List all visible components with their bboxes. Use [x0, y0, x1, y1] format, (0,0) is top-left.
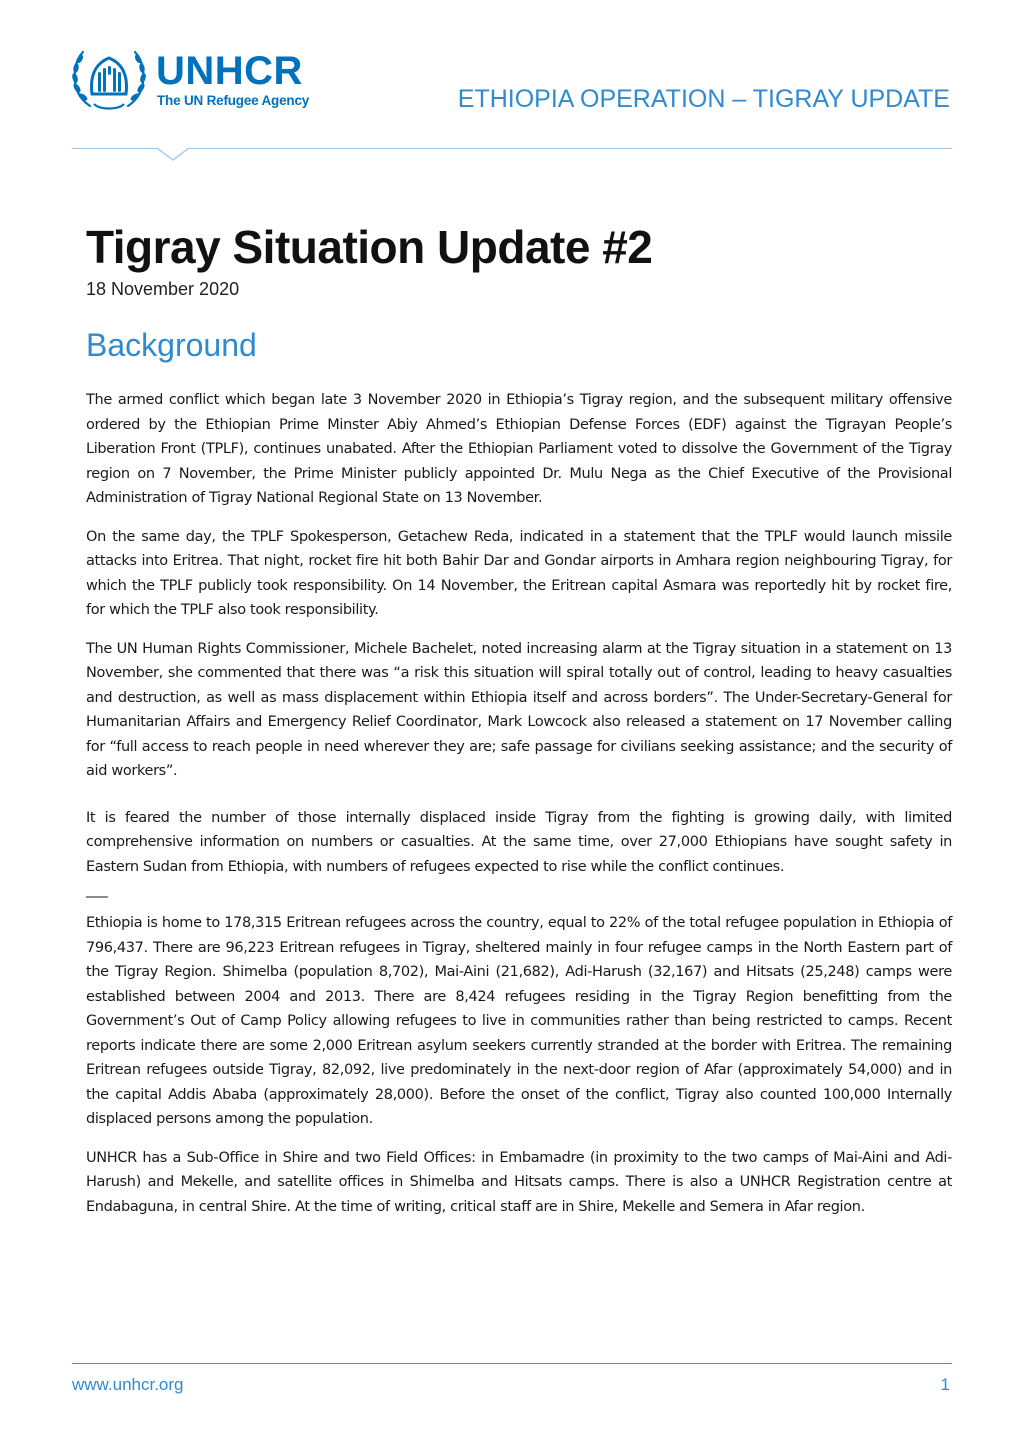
unhcr-logo	[70, 48, 350, 114]
paragraph: It is feared the number of those internally displaced inside Tigray from the fighting is growing daily, with limited comprehensive information on numbers or casualties. At the same time, over 27,000 Ethiopians have sought safety in Eastern Sudan from Ethiopia, with numbers of refugees expected to rise while the conflict continues.	[86, 809, 952, 875]
logo-wordmark: UNHCR	[156, 49, 303, 93]
operation-title: ETHIOPIA OPERATION – TIGRAY UPDATE	[457, 85, 950, 113]
paragraph: On the same day, the TPLF Spokesperson, Getachew Reda, indicated in a statement that the TPLF would launch missile attacks into Eritrea. That night, rocket fire hit both Bahir Dar and Gondar airports in Amhara region neighbouring Tigray, for which the TPLF publicly took responsibility. On 14 November, the Eritrean capital Asmara was reportedly hit by rocket fire, for which the TPLF also took responsibility.	[86, 528, 952, 618]
page-number: 1	[940, 1375, 950, 1394]
document-body	[86, 220, 952, 1219]
footer-divider	[72, 1363, 952, 1364]
paragraph: The armed conflict which began late 3 November 2020 in Ethiopia’s Tigray region, and the subsequent military offensive ordered by the Ethiopian Prime Minster Abiy Ahmed’s Ethiopian Defense Forces (EDF) against the Tigrayan People’s Liberation Front (TPLF), continues unabated. After the Ethiopian Parliament voted to dissolve the Government of the Tigray region on 7 November, the Prime Minister publicly appointed Dr. Mulu Nega as the Chief Executive of the Provisional Administration of Tigray National Regional State on 13 November.	[86, 392, 952, 506]
document-date: 18 November 2020	[86, 279, 240, 299]
chevron-down-icon	[156, 144, 190, 162]
page-header	[0, 0, 1024, 170]
document-title: Tigray Situation Update #2	[86, 221, 653, 273]
paragraph: UNHCR has a Sub-Office in Shire and two Field Offices: in Embamadre (in proximity to the two camps of Mai-Aini and Adi-Harush) and Mekelle, and satellite offices in Shimelba and Hitsats camps. There is also a UNHCR Registration centre at Endabaguna, in central Shire. At the time of writing, critical staff are in Shire, Mekelle and Semera in Afar region.	[86, 1149, 952, 1215]
logo-tagline: The UN Refugee Agency	[157, 93, 310, 108]
paragraph: Ethiopia is home to 178,315 Eritrean refugees across the country, equal to 22% of the total refugee population in Ethiopia of 796,437. There are 96,223 Eritrean refugees in Tigray, sheltered mainly in four refugee camps in the North Eastern part of the Tigray Region. Shimelba (population 8,702), Mai-Aini (21,682), Adi-Harush (32,167) and Hitsats (25,248) camps were established between 2004 and 2013. There are 8,424 refugees residing in the Tigray Region benefitting from the Government’s Out of Camp Policy allowing refugees to live in communities rather than being restricted to camps. Recent reports indicate there are some 2,000 Eritrean asylum seekers currently stranded at the border with Eritrea. The remaining Eritrean refugees outside Tigray, 82,092, live predominately in the next-door region of Afar (approximately 54,000) and in the capital Addis Ababa (approximately 28,000). Before the onset of the conflict, Tigray also counted 100,000 Internally displaced persons among the population.	[86, 915, 952, 1127]
footer-website-link[interactable]: www.unhcr.org	[72, 1375, 184, 1394]
separator-line: ___	[86, 882, 108, 898]
header-divider	[72, 148, 952, 149]
section-heading-background: Background	[86, 327, 257, 363]
paragraph: The UN Human Rights Commissioner, Michele Bachelet, noted increasing alarm at the Tigray situation in a statement on 13 November, she commented that there was “a risk this situation will spiral totally out of control, leading to heavy casualties and destruction, as well as mass displacement within Ethiopia itself and across borders”. The Under-Secretary-General for Humanitarian Affairs and Emergency Relief Coordinator, Mark Lowcock also released a statement on 17 November calling for “full access to reach people in need wherever they are; safe passage for civilians seeking assistance; and the security of aid workers”.	[86, 640, 952, 779]
unhcr-emblem-icon	[70, 48, 148, 112]
